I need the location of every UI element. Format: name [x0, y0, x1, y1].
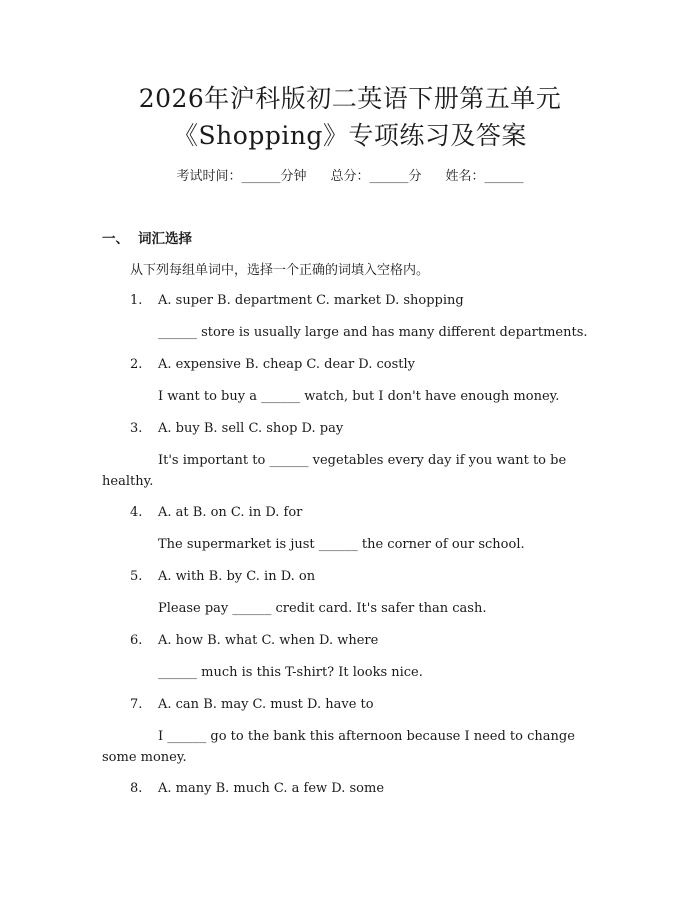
question-options: [130, 632, 378, 650]
document-title-line1: 2026年沪科版初二英语下册第五单元: [138, 84, 562, 113]
question-number: 4.: [130, 505, 143, 520]
question-options: [130, 780, 384, 798]
question-stem: The supermarket is just ______ the corner of our school.: [158, 537, 525, 552]
question-stem: It's important to ______ vegetables every day if you want to be healthy.: [102, 453, 567, 489]
option-list: A. with B. by C. in D. on: [158, 569, 316, 584]
name-field: 姓名：______: [445, 169, 524, 184]
question-number: 8.: [130, 781, 143, 796]
option-list: A. super B. department C. market D. shopping: [158, 293, 464, 308]
question-number: 7.: [130, 697, 143, 712]
option-list: A. buy B. sell C. shop D. pay: [158, 421, 344, 436]
question-number: 5.: [130, 569, 143, 584]
score-field: 总分：______分: [330, 169, 422, 184]
question-stem: ______ much is this T-shirt? It looks nice.: [158, 665, 423, 680]
document-title-line2: 《Shopping》专项练习及答案: [173, 121, 527, 150]
question-options: [130, 420, 343, 438]
question-number: 6.: [130, 633, 143, 648]
option-list: A. how B. what C. when D. where: [158, 633, 379, 648]
question-stem: Please pay ______ credit card. It's safer than cash.: [158, 601, 487, 616]
question-stem: I want to buy a ______ watch, but I don't have enough money.: [158, 389, 560, 404]
question-number: 2.: [130, 357, 143, 372]
section-instruction: 从下列每组单词中，选择一个正确的词填入空格内。: [130, 263, 430, 278]
question-options: [130, 356, 415, 374]
section-number: 一、: [102, 231, 129, 247]
section-heading: [102, 230, 192, 248]
question-stem: I ______ go to the bank this afternoon because I need to change some money.: [102, 729, 575, 765]
section-title: 词汇选择: [138, 231, 192, 247]
option-list: A. can B. may C. must D. have to: [158, 697, 374, 712]
option-list: A. many B. much C. a few D. some: [158, 781, 385, 796]
question-options: [130, 292, 464, 310]
question-stem: ______ store is usually large and has many different departments.: [158, 325, 588, 340]
question-options: [130, 696, 374, 714]
question-number: 3.: [130, 421, 143, 436]
option-list: A. at B. on C. in D. for: [158, 505, 303, 520]
exam-meta: [0, 168, 700, 186]
option-list: A. expensive B. cheap C. dear D. costly: [158, 357, 416, 372]
time-field: 考试时间：______分钟: [176, 169, 307, 184]
question-options: [130, 504, 302, 522]
question-options: [130, 568, 315, 586]
question-number: 1.: [130, 293, 143, 308]
